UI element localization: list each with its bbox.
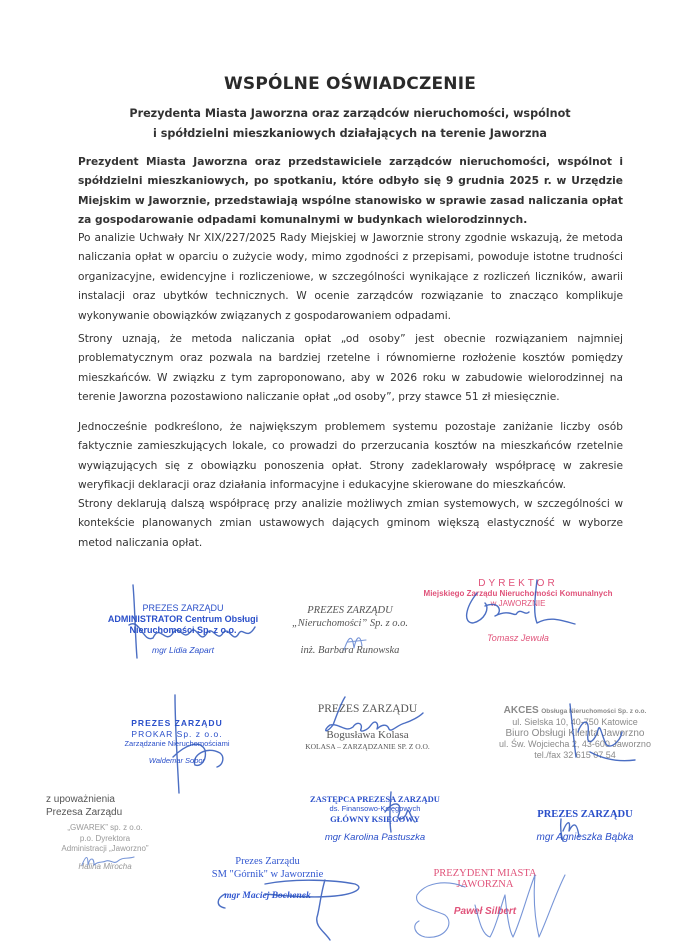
signatory-name: mgr Karolina Pastuszka	[324, 832, 426, 843]
signatory-name: mgr Maciej Bochenek	[224, 891, 311, 901]
signature-administrator	[98, 603, 268, 656]
stamp-title: PREZYDENT MIASTA	[433, 868, 537, 879]
stamp-company: „Nieruchomości” Sp. z o.o.	[291, 618, 409, 629]
stamp-office: Biuro Obsługi Klienta Jaworzno	[505, 728, 645, 739]
stamp-company: KOLASA – ZARZĄDZANIE SP. Z O.O.	[305, 742, 430, 751]
signature-gwarek	[22, 793, 182, 819]
signatory-name: Tomasz Jewuła	[487, 633, 549, 643]
stamp-title: PREZES ZARZĄDU	[307, 605, 393, 616]
paragraph-analysis: Po analizie Uchwały Nr XIX/227/2025 Rady Miejskiej w Jaworznie strony zgodnie wskazują, że metoda naliczania opłat w oparciu o zużycie wody, mimo zgodności z przepisami, powoduje istotne trudności organizacyjne, ewidencyjne i rozliczeniowe, w szczególności wynikające z rozliczeń liczników, awarii instalacji oraz ubytków technicznych. W ocenie zarządców rozwiązanie to znacząco komplikuje wykonywanie obowiązków związanych z gospodarowaniem odpadami.	[78, 232, 623, 322]
signatory-name: mgr Agnieszka Bąbka	[536, 832, 634, 843]
stamp-address: ul. Sielska 10, 40-750 Katowice	[512, 717, 638, 727]
signature-mznk	[418, 579, 618, 643]
stamp-role: GŁÓWNY KSIĘGOWY	[330, 814, 420, 824]
stamp-title: PREZES ZARZĄDU	[131, 718, 223, 728]
stamp-dept: Administracji „Jaworzno”	[61, 844, 149, 853]
stamp-company: SM "Górnik" w Jaworznie	[211, 869, 324, 880]
stamp-company: „GWAREK” sp. z o.o.	[67, 823, 143, 832]
document-title: WSPÓLNE OŚWIADCZENIE	[223, 74, 477, 94]
stamp-office-address: ul. Św. Wojciecha 2, 43-600 Jaworzno	[499, 739, 651, 749]
stamp-city: w JAWORZNIE	[490, 599, 546, 608]
subtitle-line-1: Prezydenta Miasta Jaworzna oraz zarządców nieruchomości, wspólnot	[129, 107, 571, 120]
signature-pastuszka	[285, 794, 465, 843]
stamp-dept: ds. Finansowo-Księgowych	[329, 804, 421, 813]
signatory-name: Paweł Silbert	[453, 906, 517, 917]
signature-prokar	[112, 718, 242, 766]
signature-nieruchomosci	[275, 604, 425, 657]
stamp-company: PROKAR Sp. z o.o.	[131, 728, 223, 739]
stamp-title: p.o. Dyrektora	[79, 833, 131, 843]
signatory-name: mgr Lidia Zapart	[152, 645, 214, 655]
signature-akces	[495, 705, 655, 761]
stamp-title: Prezes Zarządu	[235, 856, 300, 867]
stamp-title: PREZES ZARZĄDU	[317, 703, 418, 715]
stamp-title: ZASTĘPCA PREZESA ZARZĄDU	[310, 794, 440, 804]
signature-prezydent	[405, 868, 565, 917]
stamp-title: PREZES ZARZĄDU	[537, 809, 633, 820]
signature-babka	[505, 808, 665, 844]
signature-gornik	[190, 855, 345, 903]
stamp-company-2: Nieruchomości Sp. z o.o.	[129, 625, 237, 635]
stamp-company-name: AKCES	[503, 705, 539, 716]
stamp-city: JAWORZNA	[456, 879, 514, 890]
stamp-company-2: Zarządzanie Nieruchomościami	[124, 739, 230, 748]
stamp-title: DYREKTOR	[478, 578, 558, 589]
stamp-title: PREZES ZARZĄDU	[142, 603, 224, 613]
subtitle-line-2: i spółdzielni mieszkaniowych działających na terenie Jaworzna	[153, 127, 547, 140]
paragraph-proposal: Strony uznają, że metoda naliczania opłat „od osoby” jest obecnie rozwiązaniem najmniej problematycznym oraz pozwala na bardziej rzetelne i równomierne rozłożenie kosztów pomiędzy mieszkańców. W związku z tym zaproponowano, aby w 2026 roku w zabudowie wielorodzinnej na terenie Jaworzna pozostawiono naliczanie opłat „od osoby”, przy stawce 51 zł miesięcznie.	[78, 333, 623, 404]
signatory-name: Waldemar Sobor	[148, 755, 206, 765]
stamp-company: ADMINISTRATOR Centrum Obsługi	[107, 614, 259, 624]
authorization-line-2: Prezesa Zarządu	[46, 807, 123, 818]
stamp-company: Miejskiego Zarządu Nieruchomości Komunalnych	[423, 589, 613, 598]
stamp-gwarek	[25, 823, 185, 872]
stamp-phone: tel./fax 32 615 07 54	[534, 750, 616, 760]
authorization-line-1: z upoważnienia	[46, 794, 115, 805]
stamp-company-line	[495, 705, 655, 717]
document-subtitle	[0, 104, 700, 144]
signatory-name: inż. Barbara Runowska	[300, 645, 400, 656]
stamp-company-desc: Obsługa Nieruchomości Sp. z o.o.	[541, 708, 647, 715]
signatory-name: Halina Mirocha	[78, 861, 132, 871]
paragraph-intro: Prezydent Miasta Jaworzna oraz przedstawiciele zarządców nieruchomości, wspólnot i spółdzielni mieszkaniowych, po spotkaniu, które odbyło się 9 grudnia 2025 r. w Urzędzie Miejskim w Jaworznie, przedstawiają wspólne stanowisko w sprawie zasad naliczania opłat za gospodarowanie odpadami komunalnymi w budynkach wielorodzinnych.	[78, 156, 623, 227]
signature-kolasa	[290, 703, 445, 753]
paragraph-problem: Jednocześnie podkreślono, że największym problemem systemu pozostaje zaniżanie liczby osób faktycznie zamieszkujących lokale, co prowadzi do przerzucania kosztów na mieszkańców rzetelnie wywiązujących się z obowiązku ponoszenia opłat. Strony zadeklarowały współpracę w zakresie weryfikacji deklaracji oraz działania informacyjne i edukacyjne skierowane do mieszkańców.	[78, 421, 623, 492]
paragraph-cooperation: Strony deklarują dalszą współpracę przy analizie możliwych zmian systemowych, w szczególności w kontekście planowanych zmian ustawowych dających gminom większą elastyczność w wyborze metod naliczania opłat.	[78, 498, 623, 549]
signatory-name: Bogusława Kolasa	[326, 729, 409, 741]
